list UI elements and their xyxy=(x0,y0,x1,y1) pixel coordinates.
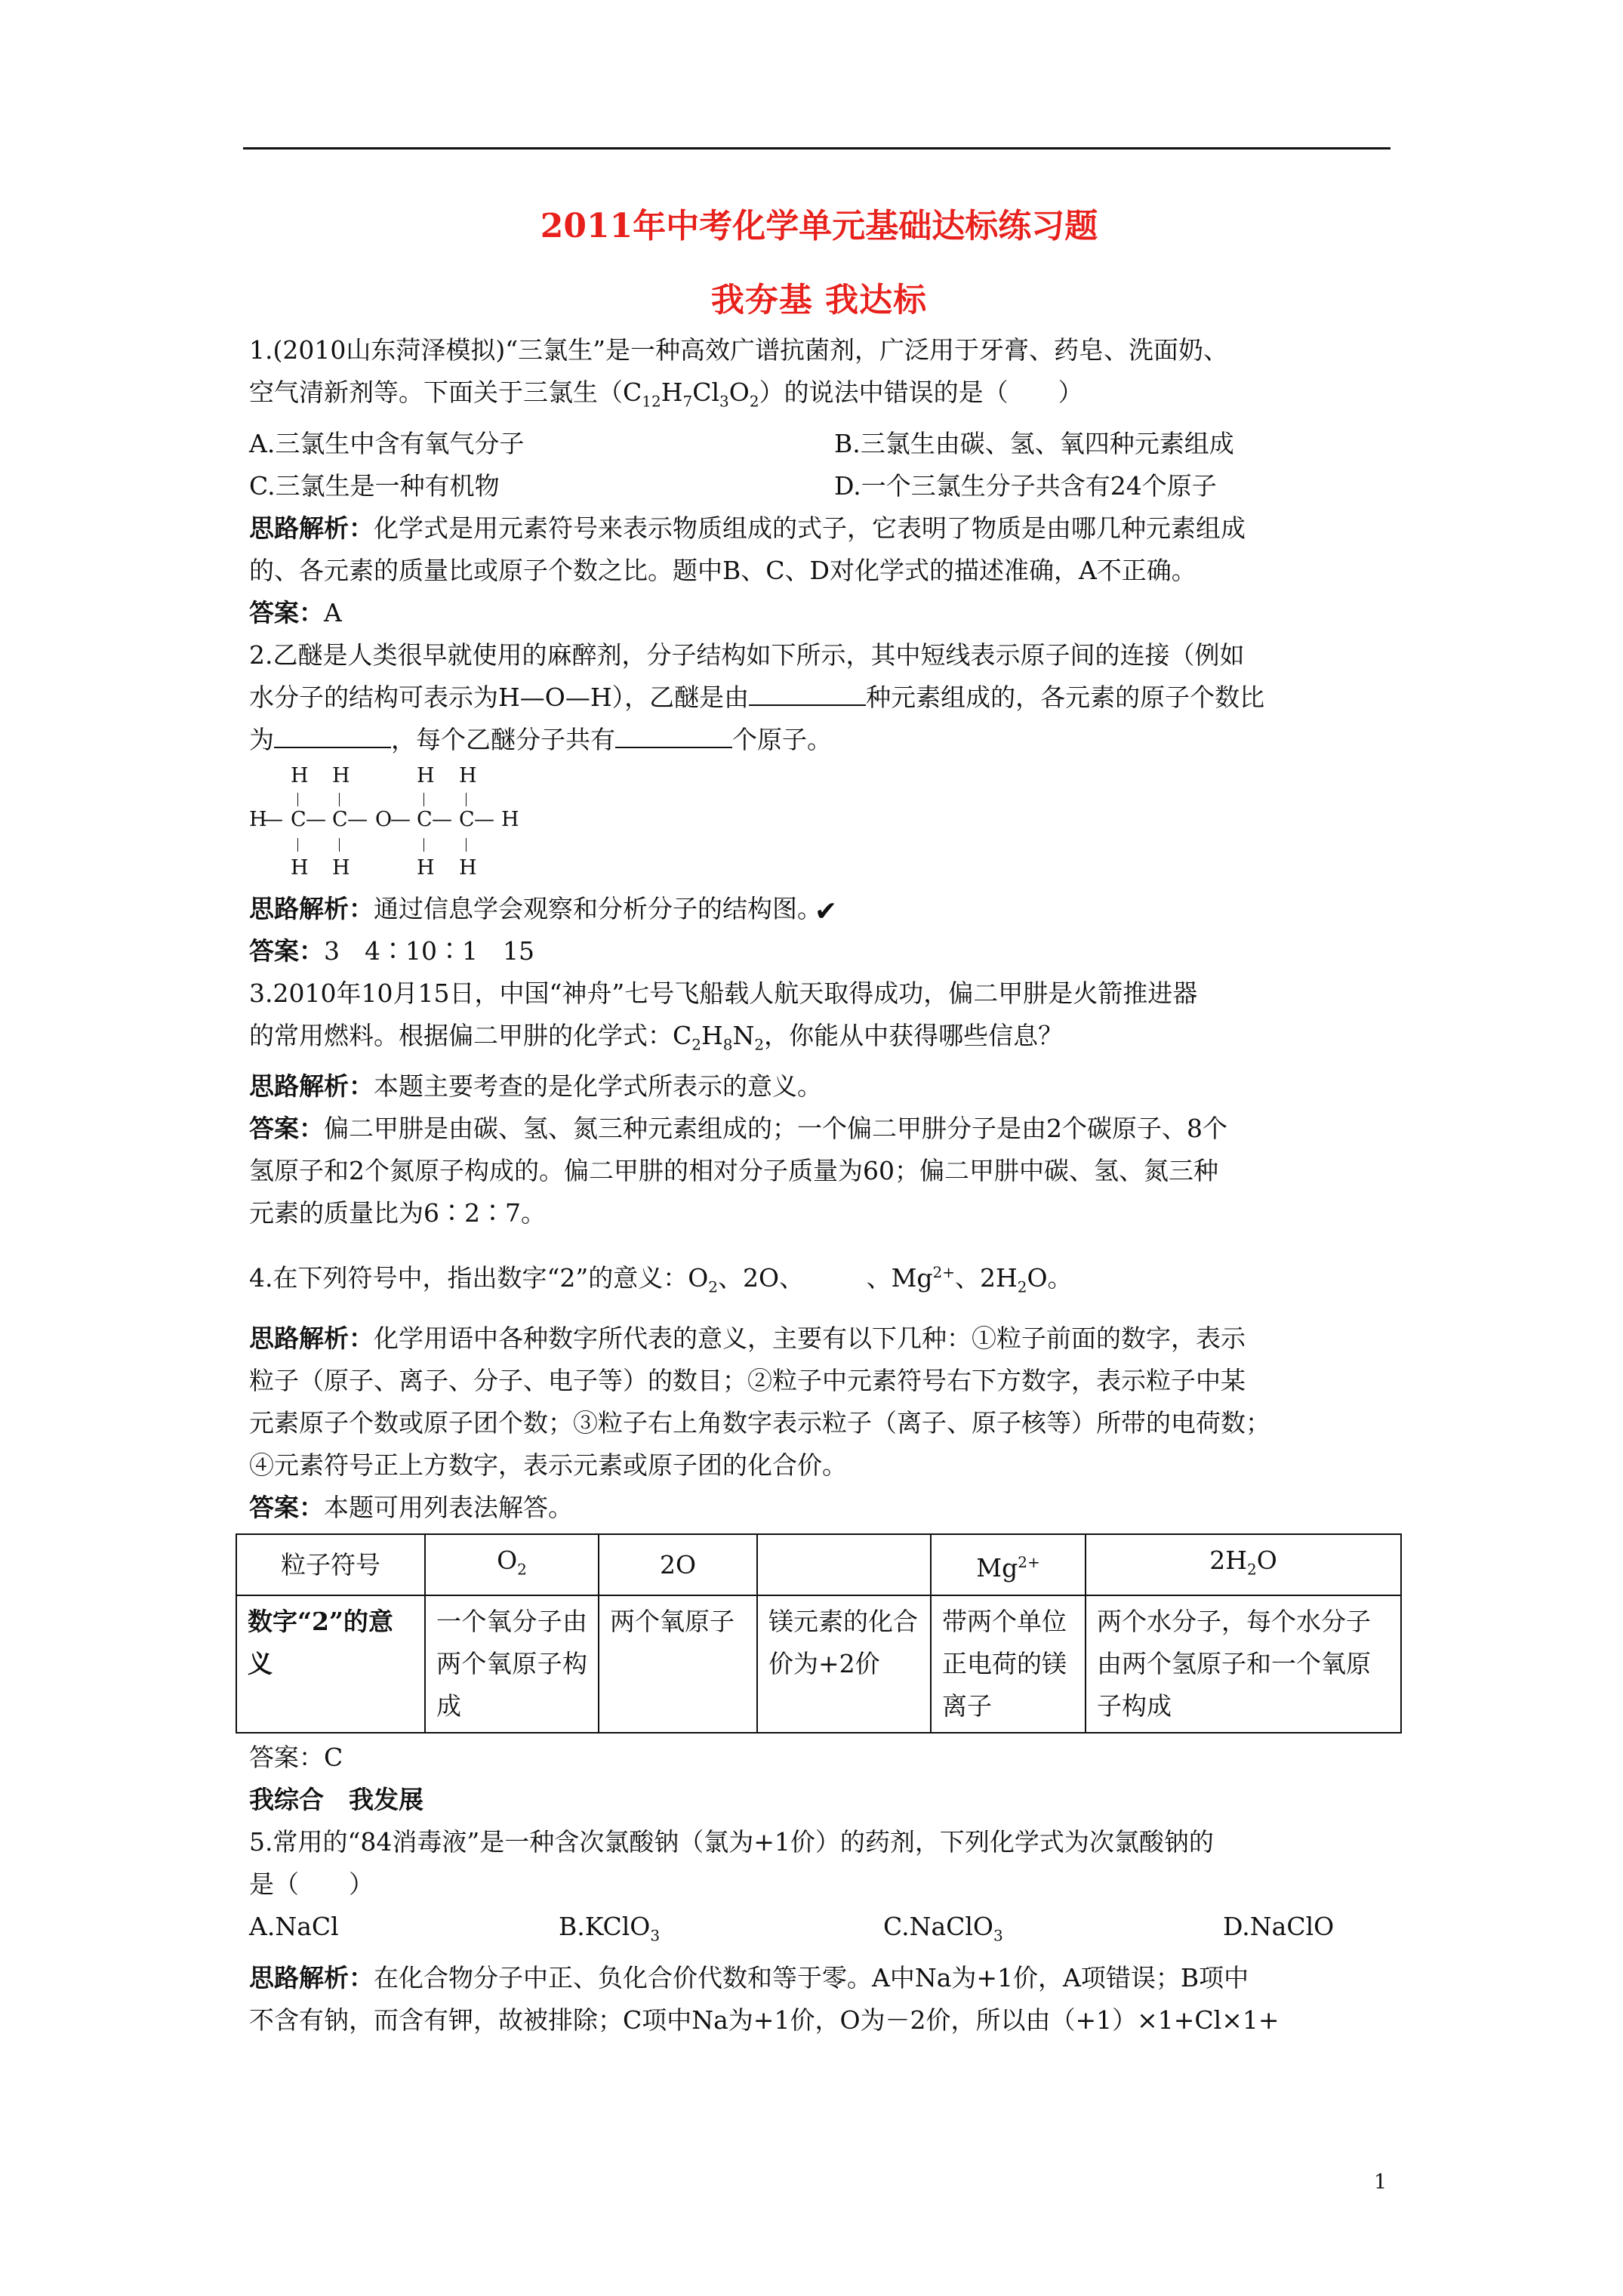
table-row xyxy=(236,1534,1401,1596)
page-number: 1 xyxy=(1374,2171,1387,2194)
table-cell xyxy=(757,1534,931,1596)
q5-analysis: 思路解析：在化合物分子中正、负化合价代数和等于零。A中Na为+1价，A项错误；B项中 xyxy=(249,1962,1249,1992)
q2-line3: 为 ，每个乙醚分子共有 个原子。 xyxy=(249,719,1389,761)
q2-answer: 答案：3 4∶10∶1 15 xyxy=(249,935,534,966)
table-cell: $O_2$ xyxy=(425,1534,599,1596)
q5-options xyxy=(249,1906,1389,1957)
table-cell: 一个氧分子由两个氧原子构成 xyxy=(425,1595,599,1733)
table-cell: $2H_2O$ xyxy=(1086,1534,1401,1596)
q1-analysis: 思路解析：化学式是用元素符号来表示物质组成的式子，它表明了物质是由哪几种元素组成 xyxy=(249,513,1246,543)
q4-answer: 答案：本题可用列表法解答。 xyxy=(249,1492,573,1522)
table-cell: 镁元素的化合价为+2价 xyxy=(757,1595,931,1733)
q4-answer-table xyxy=(236,1533,1402,1734)
q1-option-c: C.三氯生是一种有机物 xyxy=(249,470,500,501)
q2-analysis: 思路解析：通过信息学会观察和分析分子的结构图。✔ xyxy=(249,893,838,927)
ether-structure-diagram: H H H H H — C — C — O — C — C — H H H H H xyxy=(249,763,519,880)
q5-option-a: A.NaCl xyxy=(249,1912,339,1942)
q2-line1: 2.乙醚是人类很早就使用的麻醉剂，分子结构如下所示，其中短线表示原子间的连接（例如 xyxy=(249,639,1245,670)
table-cell: 两个水分子，每个水分子由两个氢原子和一个氧原子构成 xyxy=(1086,1595,1401,1733)
q1-analysis-cont: 的、各元素的质量比或原子个数之比。题中B、C、D对化学式的描述准确，A不正确。 xyxy=(249,555,1196,585)
table-cell: $Mg^{2+}$ xyxy=(931,1534,1086,1596)
q1-line1: 1.(2010山东菏泽模拟)“三氯生”是一种高效广谱抗菌剂，广泛用于牙膏、药皂、洗面奶、 xyxy=(249,335,1228,365)
table-cell: 两个氧原子 xyxy=(599,1595,757,1733)
blank-field[interactable] xyxy=(615,721,732,748)
q5-line1: 5.常用的“84消毒液”是一种含次氯酸钠（氯为+1价）的药剂，下列化学式为次氯酸钠的 xyxy=(249,1827,1214,1857)
table-cell: 带两个单位正电荷的镁离子 xyxy=(931,1595,1086,1733)
q1-option-a: A.三氯生中含有氧气分子 xyxy=(249,428,525,458)
q4-analysis-cont: 元素原子个数或原子团个数；③粒子右上角数字表示粒子（离子、原子核等）所带的电荷数； xyxy=(249,1407,1270,1438)
table-cell: 2O xyxy=(599,1534,757,1596)
q4-line: 4.在下列符号中，指出数字“2”的意义：$O_2$、2O、 、$Mg^{2+}$、$2H_2O$。 xyxy=(249,1263,1073,1296)
q5-line2: 是（ ） xyxy=(249,1869,374,1900)
q3-answer-cont: 氢原子和2个氮原子构成的。偏二甲肼的相对分子质量为60；偏二甲肼中碳、氢、氮三种 xyxy=(249,1156,1218,1186)
q4-analysis-cont: ④元素符号正上方数字，表示元素或原子团的化合价。 xyxy=(249,1450,847,1480)
table-cell: 粒子符号 xyxy=(236,1534,425,1596)
table-cell: 数字“2”的意义 xyxy=(236,1595,425,1733)
q4-analysis: 思路解析：化学用语中各种数字所代表的意义，主要有以下几种：①粒子前面的数字，表示 xyxy=(249,1323,1246,1353)
document-body xyxy=(249,204,1389,2042)
q1-option-b: B.三氯生由碳、氢、氧四种元素组成 xyxy=(834,428,1234,458)
q3-answer-cont: 元素的质量比为6∶2∶7。 xyxy=(249,1198,546,1228)
section-heading: 我综合 我发展 xyxy=(249,1785,423,1815)
q3-line1: 3.2010年10月15日，中国“神舟”七号飞船载人航天取得成功，偏二甲肼是火箭推进器 xyxy=(249,978,1198,1008)
q5-option-c: C.NaClO$_3$ xyxy=(883,1912,1003,1945)
page-title: 2011年中考化学单元基础达标练习题 xyxy=(540,207,1098,245)
q1-line2: 空气清新剂等。下面关于三氯生$(C_{12}H_7Cl_3O_2)$的说法中错误的是（ ） xyxy=(249,378,1083,411)
q5-option-b: B.KClO$_3$ xyxy=(559,1912,661,1945)
section-title: 我夯基 我达标 xyxy=(710,281,928,319)
header-rule xyxy=(243,147,1390,149)
q3-analysis: 思路解析：本题主要考查的是化学式所表示的意义。 xyxy=(249,1071,822,1102)
q1-options-row1 xyxy=(249,423,1389,465)
blank-field[interactable] xyxy=(274,721,391,748)
q1-options-row2 xyxy=(249,465,1389,507)
table-row xyxy=(236,1595,1401,1733)
q5-option-d: D.NaClO xyxy=(1223,1912,1335,1942)
q5-analysis-cont: 不含有钠，而含有钾，故被排除；C项中Na为+1价，O为－2价，所以由（+1）×1+Cl×1+ xyxy=(249,2005,1280,2035)
checkmark-icon: ✔ xyxy=(815,895,838,927)
q2-line2: 水分子的结构可表示为H—O—H），乙醚是由 种元素组成的，各元素的原子个数比 xyxy=(249,676,1389,719)
q3-line2: 的常用燃料。根据偏二甲肼的化学式：$C_2H_8N_2$，你能从中获得哪些信息？ xyxy=(249,1020,1064,1054)
q3-answer: 答案：偏二甲肼是由碳、氢、氮三种元素组成的；一个偏二甲肼分子是由2个碳原子、8个 xyxy=(249,1114,1227,1144)
q1-answer: 答案：A xyxy=(249,597,342,627)
blank-field[interactable] xyxy=(749,679,866,706)
q4-analysis-cont: 粒子（原子、离子、分子、电子等）的数目；②粒子中元素符号右下方数字，表示粒子中某 xyxy=(249,1365,1246,1395)
q4-answer2: 答案：C xyxy=(249,1743,343,1773)
q1-option-d: D.一个三氯生分子共含有24个原子 xyxy=(834,470,1217,501)
